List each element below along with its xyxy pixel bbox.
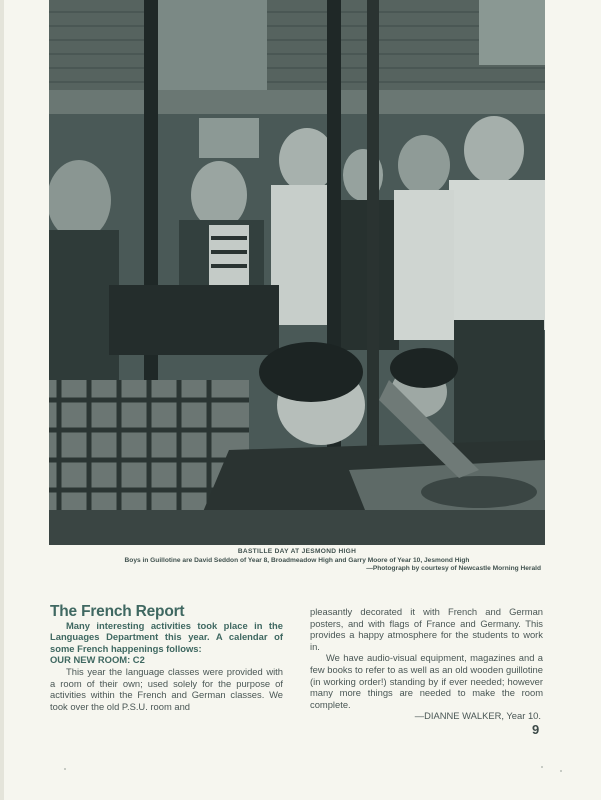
photograph-illustration <box>49 0 545 545</box>
article-column-right <box>310 606 543 722</box>
caption-line: Boys in Guillotine are David Seddon of Year 8, Broadmeadow High and Garry Moore of Year 10, Jesmond High <box>124 556 470 564</box>
caption-title: BASTILLE DAY AT JESMOND HIGH <box>237 548 357 555</box>
photo-caption <box>49 548 545 574</box>
article-signature: —DIANNE WALKER, Year 10. <box>414 710 541 722</box>
article-paragraph-1: This year the language classes were provided with a room of their own; used solely for the purpose of activities within the French and German classes. We took over the old P.S.U. room and <box>50 665 283 712</box>
page-edge <box>0 0 4 800</box>
article-title: The French Report <box>50 603 185 620</box>
article-paragraph-2: pleasantly decorated it with French and German posters, and with flags of France and Germany. This provides a happy atmosphere for the students to work in. <box>310 606 543 652</box>
article-paragraph-3: We have audio-visual equipment, magazines and a few books to refer to as well as an old wooden guillotine (in working order!) standing by if ever needed; however many more things are needed to make the room complete. <box>310 652 543 710</box>
page-number: 9 <box>532 722 540 737</box>
article-intro: Many interesting activities took place in the Languages Department this year. A calendar of some French happenings follows: <box>50 619 283 654</box>
paper-speck <box>64 768 66 770</box>
article-column-left <box>50 603 283 712</box>
paper-speck <box>560 770 562 772</box>
paper-speck <box>541 766 543 768</box>
photograph-bastille-day <box>49 0 545 545</box>
article-subheading: OUR NEW ROOM: C2 <box>50 654 145 666</box>
caption-credit: —Photograph by courtesy of Newcastle Morning Herald <box>366 565 541 573</box>
